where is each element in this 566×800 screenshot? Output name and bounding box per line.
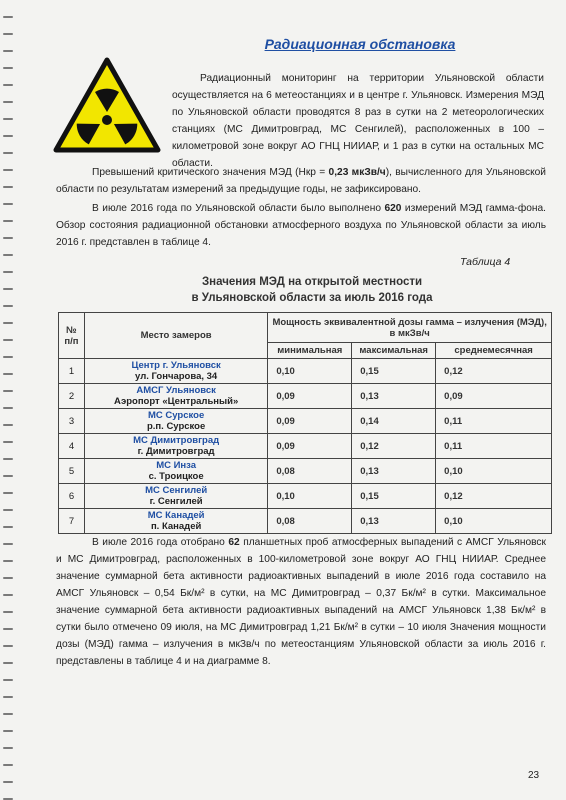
binding-hole: [3, 543, 13, 545]
binding-hole: [3, 339, 13, 341]
document-page: [22, 0, 566, 800]
min-value: 0,09: [268, 434, 352, 459]
max-value: 0,14: [352, 409, 436, 434]
table-row: [59, 434, 552, 459]
place-cell: [84, 409, 267, 434]
binding-hole: [3, 730, 13, 732]
header-min: минимальная: [268, 343, 352, 359]
binding-hole: [3, 322, 13, 324]
binding-hole: [3, 169, 13, 171]
binding-hole: [3, 628, 13, 630]
binding-hole: [3, 696, 13, 698]
binding-hole: [3, 594, 13, 596]
station-name: МС Сурское: [148, 410, 205, 421]
binding-hole: [3, 611, 13, 613]
binding-hole: [3, 152, 13, 154]
max-value: 0,15: [352, 359, 436, 384]
binding-hole: [3, 747, 13, 749]
page-title: Радиационная обстановка: [264, 36, 456, 52]
binding-hole: [3, 577, 13, 579]
binding-hole: [3, 526, 13, 528]
max-value: 0,13: [352, 509, 436, 534]
binding-hole: [3, 186, 13, 188]
paragraph-measurements: В июле 2016 года по Ульяновской области было выполнено 620 измерений МЭД гамма-фона. Обзор состояния радиационной обстановки атмосферного воздуха по Ульяновской области за июль 2016 г. представлен в таблице 4.: [56, 203, 546, 248]
table-title: Значения МЭД на открытой местности в Ульяновской области за июль 2016 года: [191, 276, 433, 304]
row-number: 2: [59, 384, 85, 409]
binding-hole: [3, 764, 13, 766]
binding-hole: [3, 662, 13, 664]
place-cell: [84, 509, 267, 534]
binding-hole: [3, 424, 13, 426]
station-address: ул. Гончарова, 34: [135, 371, 218, 382]
paragraph-intro-top: [172, 70, 544, 172]
binding-hole: [3, 475, 13, 477]
row-number: 7: [59, 509, 85, 534]
binding-hole: [3, 781, 13, 783]
station-address: г. Сенгилей: [149, 496, 203, 507]
binding-hole: [3, 271, 13, 273]
avg-value: 0,12: [436, 359, 552, 384]
binding-hole: [3, 254, 13, 256]
station-address: Аэропорт «Центральный»: [113, 396, 239, 407]
header-number: № п/п: [59, 313, 85, 359]
page-number: 23: [528, 770, 540, 781]
min-value: 0,09: [268, 384, 352, 409]
place-cell: [84, 434, 267, 459]
station-address: п. Канадей: [150, 521, 202, 532]
binding-hole: [3, 237, 13, 239]
threshold-value: 0,23 мкЗв/ч: [328, 167, 386, 178]
row-number: 3: [59, 409, 85, 434]
min-value: 0,08: [268, 459, 352, 484]
station-name: МС Инза: [156, 460, 197, 471]
binding-hole: [3, 101, 13, 103]
header-dose-rate: Мощность эквивалентной дозы гамма – излучения (МЭД), в мкЗв/ч: [268, 313, 552, 343]
max-value: 0,13: [352, 384, 436, 409]
place-cell: [84, 359, 267, 384]
min-value: 0,09: [268, 409, 352, 434]
station-name: АМСГ Ульяновск: [136, 385, 216, 396]
binding-hole: [3, 407, 13, 409]
paragraph-fallout: В июле 2016 года отобрано 62 планшетных проб атмосферных выпадений с АМСГ Ульяновск и МС Димитровград, расположенных в 100-километровой зоне вокруг АО ГНЦ НИИАР. Среднее значение суммарной бета активности радиоактивных выпадений в июле 2016 года составило на АМСГ Ульяновск – 0,54 Бк/м² в сутки, на МС Димитровград – 0,37 Бк/м² в сутки. Максимальное значение суммарной бета активности радиоактивных выпадений на АМСГ Ульяновск 1,38 Бк/м² в сутки было отмечено 09 июля, на МС Димитровград 1,21 Бк/м² в сутки – 10 июля Значения мощности дозы (МЭД) гамма – излучения в мкЗв/ч по метеостанциям Ульяновской области за июль 2016 г. представлены в таблице 4 и на диаграмме 8.: [56, 537, 546, 667]
binding-hole: [3, 390, 13, 392]
place-cell: [84, 384, 267, 409]
place-cell: [84, 484, 267, 509]
station-name: МС Канадей: [147, 510, 205, 521]
header-avg: среднемесячная: [436, 343, 552, 359]
station-name: МС Сенгилей: [145, 485, 208, 496]
avg-value: 0,09: [436, 384, 552, 409]
station-address: р.п. Сурское: [146, 421, 206, 432]
table-row: [59, 359, 552, 384]
station-address: г. Димитровград: [137, 446, 215, 457]
min-value: 0,08: [268, 509, 352, 534]
binding-hole: [3, 288, 13, 290]
table-row: [59, 484, 552, 509]
binding-hole: [3, 356, 13, 358]
avg-value: 0,11: [436, 409, 552, 434]
binding-hole: [3, 373, 13, 375]
binding-hole: [3, 645, 13, 647]
binding-hole: [3, 458, 13, 460]
table-row: [59, 459, 552, 484]
avg-value: 0,10: [436, 509, 552, 534]
avg-value: 0,11: [436, 434, 552, 459]
avg-value: 0,10: [436, 459, 552, 484]
max-value: 0,13: [352, 459, 436, 484]
row-number: 6: [59, 484, 85, 509]
table-caption: Таблица 4: [460, 256, 511, 268]
samples-count: 62: [228, 537, 240, 548]
header-place: Место замеров: [84, 313, 267, 359]
station-name: Центр г. Ульяновск: [131, 360, 221, 371]
avg-value: 0,12: [436, 484, 552, 509]
binding-hole: [3, 305, 13, 307]
spiral-binding: [0, 0, 18, 800]
binding-hole: [3, 441, 13, 443]
row-number: 4: [59, 434, 85, 459]
row-number: 1: [59, 359, 85, 384]
station-address: с. Троицкое: [148, 471, 204, 482]
binding-hole: [3, 713, 13, 715]
binding-hole: [3, 135, 13, 137]
radiation-table: [58, 312, 552, 534]
table-row: [59, 384, 552, 409]
paragraph-threshold: Превышений критического значения МЭД (Нкр = 0,23 мкЗв/ч), вычисленного для Ульяновской области по результатам измерений за предыдущие годы, не зафиксировано.: [56, 167, 546, 195]
binding-hole: [3, 679, 13, 681]
binding-hole: [3, 509, 13, 511]
place-cell: [84, 459, 267, 484]
station-name: МС Димитровград: [133, 435, 220, 446]
min-value: 0,10: [268, 484, 352, 509]
max-value: 0,15: [352, 484, 436, 509]
measurements-count: 620: [384, 203, 402, 214]
row-number: 5: [59, 459, 85, 484]
binding-hole: [3, 118, 13, 120]
binding-hole: [3, 220, 13, 222]
max-value: 0,12: [352, 434, 436, 459]
table-row: [59, 409, 552, 434]
min-value: 0,10: [268, 359, 352, 384]
binding-hole: [3, 33, 13, 35]
table-row: [59, 509, 552, 534]
binding-hole: [3, 203, 13, 205]
binding-hole: [3, 50, 13, 52]
binding-hole: [3, 16, 13, 18]
binding-hole: [3, 67, 13, 69]
radiation-warning-icon: [52, 56, 162, 156]
binding-hole: [3, 84, 13, 86]
header-max: максимальная: [352, 343, 436, 359]
binding-hole: [3, 560, 13, 562]
binding-hole: [3, 492, 13, 494]
paragraph-intro: Радиационный мониторинг на территории Ульяновской области осуществляется на 6 метеостанциях и в центре г. Ульяновск. Измерения МЭД по Ульяновской области проводятся 8 раз в сутки на 2 метеорологических станциях (МС Димитровград, МС Сенгилей), расположенных в 100 – километровой зоне вокруг АО ГНЦ НИИАР, и 1 раз в сутки на остальных МС области.: [172, 73, 544, 169]
